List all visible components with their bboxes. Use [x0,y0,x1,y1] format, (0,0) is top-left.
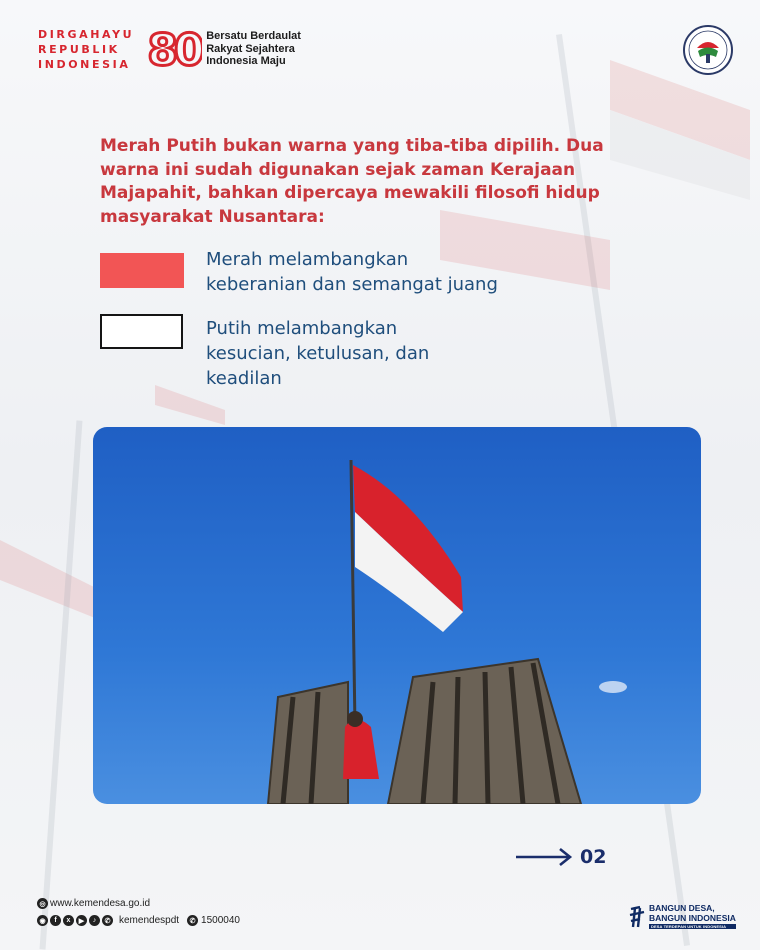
whatsapp-icon[interactable]: ✆ [102,915,113,926]
globe-icon: ◎ [37,898,48,909]
flag-raising-photo [93,427,701,804]
bangun-desa-brand: BANGUN DESA, BANGUN INDONESIA DESA TERDEPAN UNTUK INDONESIA [628,904,736,929]
anniversary-header [38,26,301,72]
hotline: ✆ 1500040 [187,915,240,926]
red-color-swatch [100,253,184,288]
dirgahayu-text: DIRGAHAYU REPUBLIK INDONESIA [38,27,135,71]
footer-website[interactable]: ◎ www.kemendesa.go.id [37,898,150,909]
anniversary-80-logo [146,26,202,72]
intro-heading: Merah Putih bukan warna yang tiba-tiba dipilih. Dua warna ini sudah digunakan sejak zaman Kerajaan Majapahit, bahkan dipercaya mewakili filosofi hidup masyarakat Nusantara: [100,136,604,227]
arrow-right-icon [516,846,574,868]
youtube-icon[interactable]: ▶ [76,915,87,926]
red-meaning-text: Merah melambangkan keberanian dan semangat juang [206,249,498,295]
footer-social [37,915,240,926]
anniversary-motto: Bersatu Berdaulat Rakyat Sejahtera Indonesia Maju [206,30,301,68]
brand-mark-icon [628,905,646,929]
ministry-emblem-icon [682,24,734,76]
instagram-icon[interactable]: ◉ [37,915,48,926]
svg-text:80: 80 [147,26,201,72]
x-icon[interactable]: x [63,915,74,926]
next-page-indicator[interactable] [516,846,606,868]
white-meaning-text: Putih melambangkan kesucian, ketulusan, dan keadilan [206,318,430,389]
white-color-swatch [100,314,183,349]
tiktok-icon[interactable]: ♪ [89,915,100,926]
social-handle: kemendespdt [119,915,180,926]
page-number: 02 [580,846,607,868]
facebook-icon[interactable]: f [50,915,61,926]
phone-icon: ✆ [187,915,198,926]
